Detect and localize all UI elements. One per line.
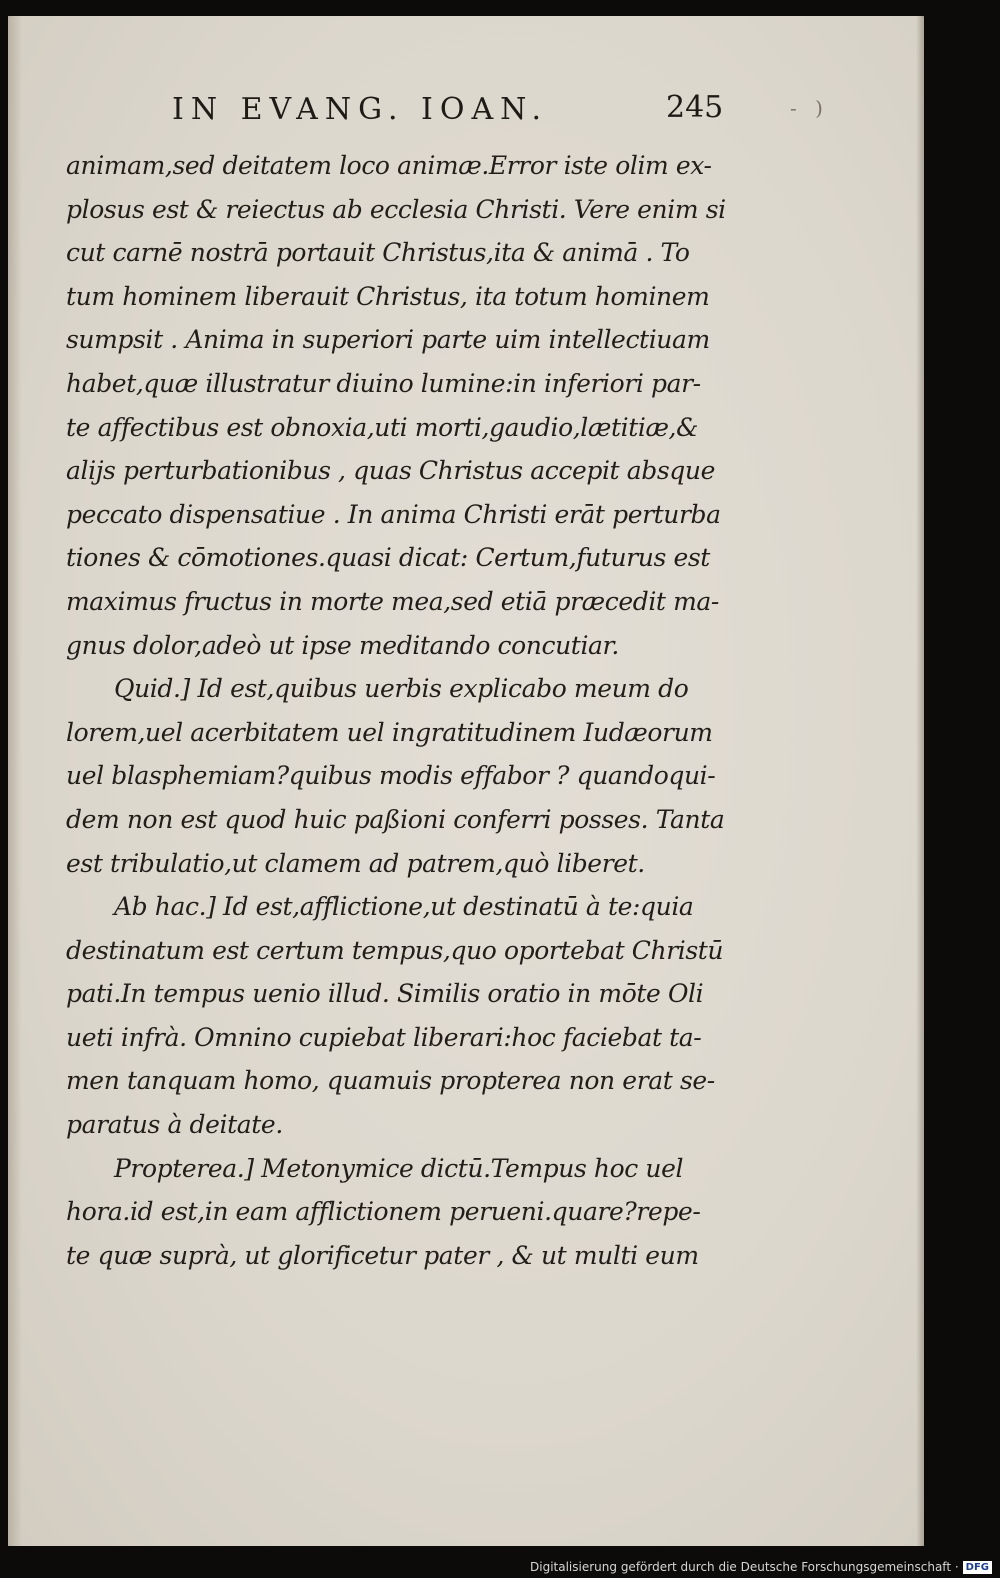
text-line: lorem,uel acerbitatem uel ingratitudinem Iudæorum xyxy=(66,717,713,747)
dfg-logo: DFG xyxy=(963,1561,992,1574)
text-line: men tanquam homo, quamuis propterea non erat se- xyxy=(66,1066,715,1096)
text-line: est tribulatio,ut clamem ad patrem,quò liberet. xyxy=(66,848,645,878)
edge-mark: - ) xyxy=(790,96,829,120)
text-line: maximus fructus in morte mea,sed etiā præcedit ma- xyxy=(66,586,719,616)
text-line: plosus est & reiectus ab ecclesia Christi. Vere enim si xyxy=(66,194,726,224)
text-line: peccato dispensatiue . In anima Christi erāt perturba xyxy=(66,499,721,529)
text-line: te affectibus est obnoxia,uti morti,gaudio,lætitiæ,& xyxy=(66,412,698,442)
text-line: pati.In tempus uenio illud. Similis oratio in mōte Oli xyxy=(66,979,704,1009)
page-edge-shadow xyxy=(916,16,924,1546)
lemma-line: Quid.] Id est,quibus uerbis explicabo meum do xyxy=(114,674,689,704)
text-line: gnus dolor,adeò ut ipse meditando concutiar. xyxy=(66,630,619,660)
text-line: uel blasphemiam?quibus modis effabor ? quandoqui- xyxy=(66,761,716,791)
text-line: alijs perturbationibus , quas Christus accepit absque xyxy=(66,456,715,486)
text-line: dem non est quod huic paßioni conferri posses. Tanta xyxy=(66,804,725,834)
credit-text: Digitalisierung gefördert durch die Deutsche Forschungsgemeinschaft · xyxy=(530,1560,959,1574)
text-line: ueti infrà. Omnino cupiebat liberari:hoc faciebat ta- xyxy=(66,1022,702,1052)
text-line: cut carnē nostrā portauit Christus,ita & animā . To xyxy=(66,238,690,268)
text-block xyxy=(66,144,746,1277)
lemma-line: Propterea.] Metonymice dictū.Tempus hoc uel xyxy=(114,1153,684,1183)
text-line: tum hominem liberauit Christus, ita totum hominem xyxy=(66,281,710,311)
text-line: tiones & cōmotiones.quasi dicat: Certum,futurus est xyxy=(66,543,710,573)
text-line: paratus à deitate. xyxy=(66,1110,283,1140)
text-line: destinatum est certum tempus,quo oportebat Christū xyxy=(66,935,724,965)
running-title: IN EVANG. IOAN. xyxy=(172,92,549,127)
page-gutter-shadow xyxy=(8,16,22,1546)
text-line: animam,sed deitatem loco animæ.Error iste olim ex- xyxy=(66,151,712,180)
lemma-line: Ab hac.] Id est,afflictione,ut destinatū à te:quia xyxy=(114,892,694,922)
text-line: habet,quæ illustratur diuino lumine:in inferiori par- xyxy=(66,368,701,398)
page-number: 245 xyxy=(666,90,724,125)
digitization-credit xyxy=(530,1560,992,1574)
text-line: hora.id est,in eam afflictionem perueni.quare?repe- xyxy=(66,1197,701,1227)
text-line: te quæ suprà, ut glorificetur pater , & ut multi eum xyxy=(66,1240,699,1270)
text-line: sumpsit . Anima in superiori parte uim intellectiuam xyxy=(66,325,710,355)
